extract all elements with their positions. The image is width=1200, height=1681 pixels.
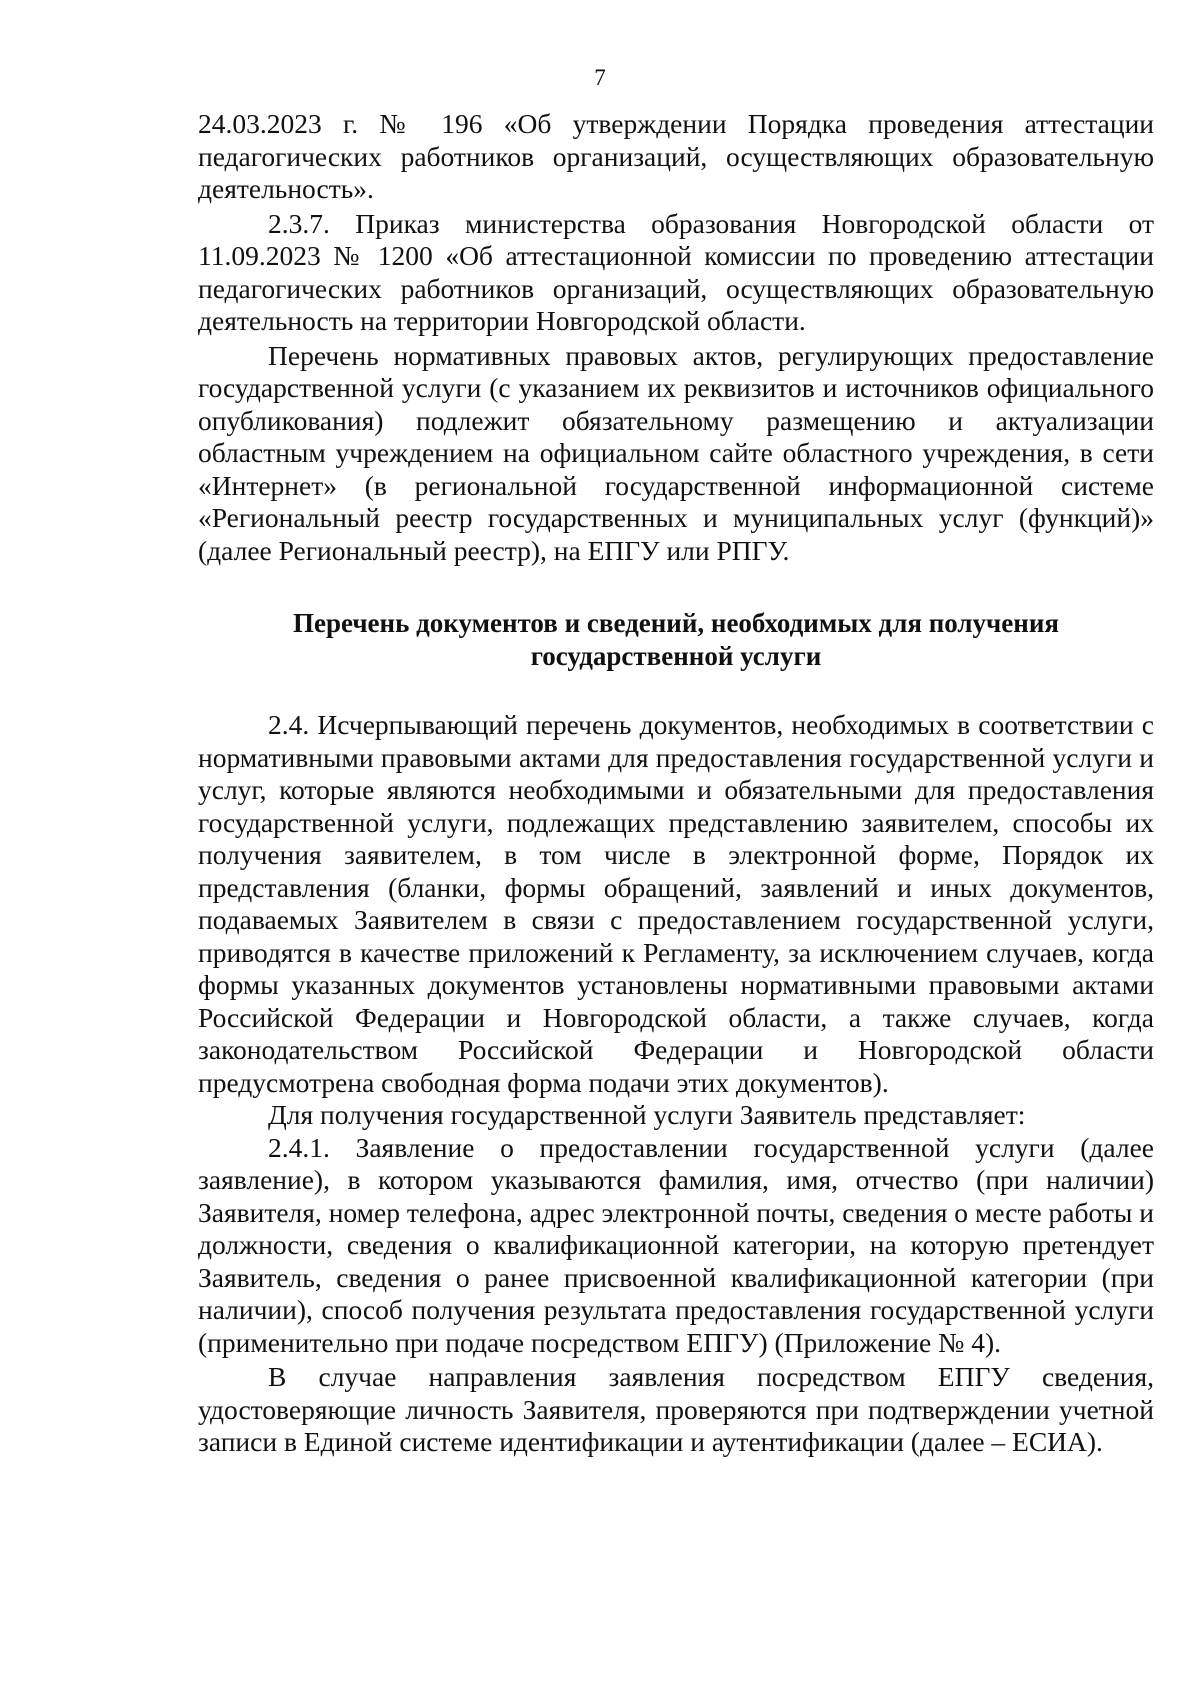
section-heading — [198, 607, 1154, 673]
paragraph-2-4-1: 2.4.1. Заявление о предоставлении государственной услуги (далее заявление), в котором указываются фамилия, имя, отчество (при наличии) Заявителя, номер телефона, адрес электронной почты, сведения о месте работы и должности, сведения о квалификационной категории, на которую претендует Заявитель, сведения о ранее присвоенной квалификационной категории (при наличии), способ получения результата предоставления государственной услуги (применительно при подаче посредством ЕПГУ) (Приложение № 4). — [198, 1131, 1154, 1358]
paragraph-order-196-continuation: 24.03.2023 г. № 196 «Об утверждении Порядка проведения аттестации педагогических работников организаций, осуществляющих образовательную деятельность». — [198, 108, 1154, 204]
paragraph-applicant-provides: Для получения государственной услуги Заявитель представляет: — [268, 1099, 1026, 1130]
section-heading-line-1: Перечень документов и сведений, необходимых для получения — [293, 608, 1059, 638]
document-body — [198, 108, 1154, 1459]
paragraph-2-3-7: 2.3.7. Приказ министерства образования Новгородской области от 11.09.2023 № 1200 «Об аттестационной комиссии по проведению аттестации педагогических работников организаций, осуществляющих образовательную деятельность на территории Новгородской области. — [198, 207, 1154, 336]
section-heading-line-2: государственной услуги — [530, 641, 822, 671]
paragraph-epgu-esia: В случае направления заявления посредством ЕПГУ сведения, удостоверяющие личность Заявителя, проверяются при подтверждении учетной записи в Единой системе идентификации и аутентификации (далее – ЕСИА). — [198, 1361, 1154, 1457]
page-number: 7 — [594, 65, 606, 90]
paragraph-2-4: 2.4. Исчерпывающий перечень документов, необходимых в соответствии с нормативными правовыми актами для предоставления государственной услуги и услуг, которые являются необходимыми и обязательными для предоставления государственной услуги, подлежащих представлению заявителем, способы их получения заявителем, в том числе в электронной форме, Порядок их представления (бланки, формы обращений, заявлений и иных документов, подаваемых Заявителем в связи с предоставлением государственной услуги, приводятся в качестве приложений к Регламенту, за исключением случаев, когда формы указанных документов установлены нормативными правовыми актами Российской Федерации и Новгородской области, а также случаев, когда законодательством Российской Федерации и Новгородской области предусмотрена свободная форма подачи этих документов). — [198, 709, 1154, 1098]
paragraph-normative-acts-list: Перечень нормативных правовых актов, регулирующих предоставление государственной услуги (с указанием их реквизитов и источников официального опубликования) подлежит обязательному размещению и актуализации областным учреждением на официальном сайте областного учреждения, в сети «Интернет» (в региональной государственной информационной системе «Региональный реестр государственных и муниципальных услуг (функций)» (далее Региональный реестр), на ЕПГУ или РПГУ. — [198, 339, 1154, 566]
